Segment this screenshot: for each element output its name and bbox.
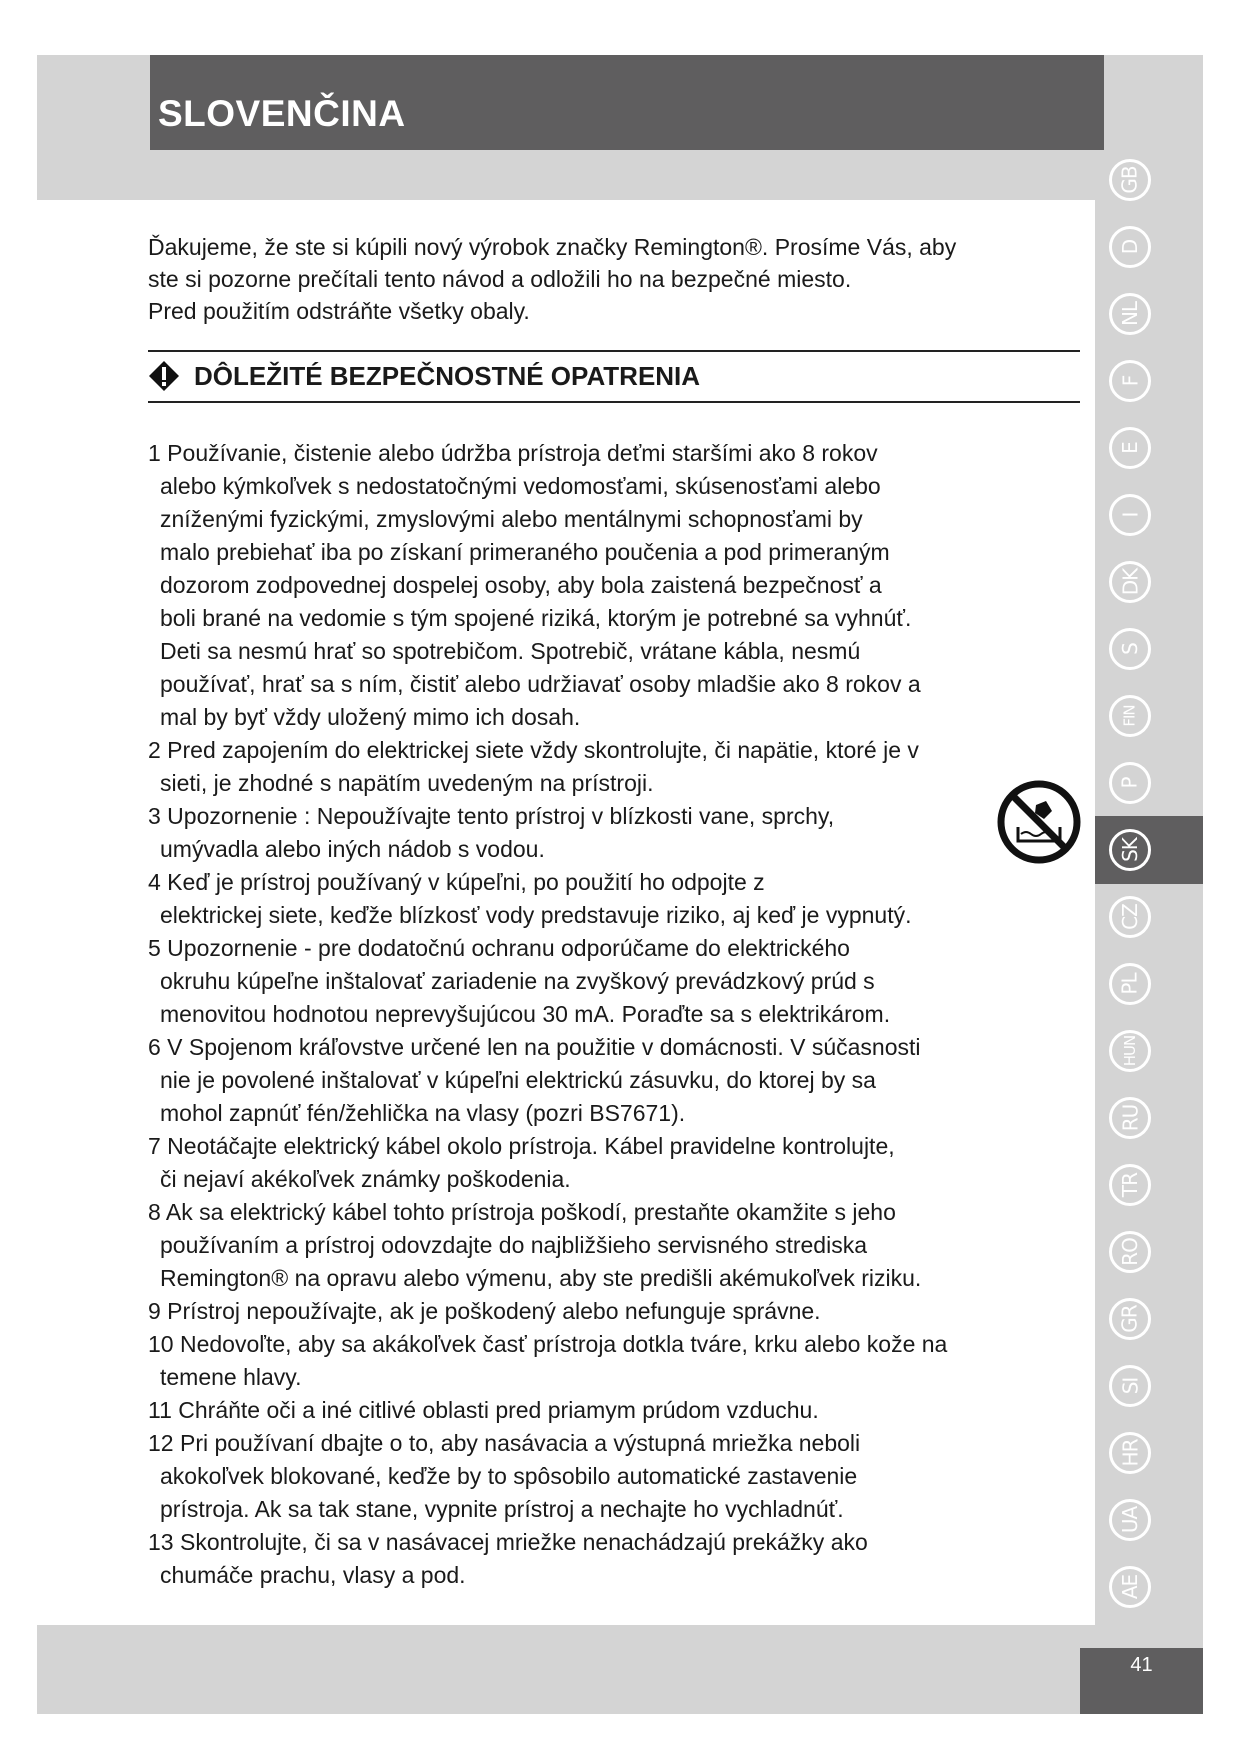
language-tab-label: GR [1118,1305,1142,1333]
language-tab-gb[interactable] [1109,159,1151,201]
list-item [148,1526,947,1592]
list-item-line: mohol zapnúť fén/žehlička na vlasy (pozri BS7671). [160,1100,686,1126]
list-item-line: 13 Skontrolujte, či sa v nasávacej mriežke nenachádzajú prekážky ako [148,1529,868,1555]
language-tab-label: NL [1117,301,1142,327]
language-tab-label: RU [1117,1104,1142,1132]
language-tab-label: GB [1118,166,1142,194]
language-sidebar [1095,150,1203,1625]
list-item-line: dozorom zodpovednej dospelej osoby, aby bola zaistená bezpečnosť a [160,572,882,598]
list-item [148,1427,947,1526]
language-tab-d[interactable] [1109,226,1151,268]
language-tab-dk[interactable] [1109,561,1151,603]
list-item-line: boli brané na vedomie s tým spojené riziká, ktorým je potrebné sa vyhnúť. [160,605,912,631]
list-item [148,1295,947,1328]
no-water-icon [996,779,1082,865]
list-item-line: 1 Používanie, čistenie alebo údržba prístroja deťmi staršími ako 8 rokov [148,440,878,466]
language-tab-label: PL [1117,973,1142,995]
language-tab-f[interactable] [1109,360,1151,402]
list-item-line: 4 Keď je prístroj používaný v kúpeľni, po použití ho odpojte z [148,869,765,895]
language-tab-label: TR [1118,1172,1142,1198]
section-heading [148,360,700,392]
list-item-line: či nejaví akékoľvek známky poškodenia. [160,1166,571,1192]
list-item-line: temene hlavy. [160,1364,302,1390]
list-item-line: 12 Pri používaní dbajte o to, aby nasávacia a výstupná mriežka neboli [148,1430,861,1456]
language-tab-label: AE [1117,1574,1142,1600]
language-tab-sk[interactable] [1109,829,1151,871]
list-item-line: 8 Ak sa elektrický kábel tohto prístroja poškodí, prestaňte okamžite s jeho [148,1199,896,1225]
list-item [148,1328,947,1394]
list-item [148,1031,947,1130]
language-tab-label: HUN [1120,1035,1139,1067]
list-item-line: 7 Neotáčajte elektrický kábel okolo prístroja. Kábel pravidelne kontrolujte, [148,1133,895,1159]
language-tab-ro[interactable] [1109,1231,1151,1273]
list-item-line: 2 Pred zapojením do elektrickej siete vždy skontrolujte, či napätie, ktoré je v [148,737,919,763]
divider [148,350,1080,352]
list-item [148,437,947,734]
list-item-line: chumáče prachu, vlasy a pod. [160,1562,466,1588]
list-item-line: používať, hrať sa s ním, čistiť alebo udržiavať osoby mladšie ako 8 rokov a [160,671,921,697]
language-tab-tr[interactable] [1109,1164,1151,1206]
language-tab-nl[interactable] [1109,293,1151,335]
intro-line: Ďakujeme, že ste si kúpili nový výrobok značky Remington®. Prosíme Vás, aby [148,234,957,260]
language-tab-label: DK [1117,568,1142,596]
intro-line: Pred použitím odstráňte všetky obaly. [148,298,530,324]
list-item-line: 11 Chráňte oči a iné citlivé oblasti pred priamym prúdom vzduchu. [148,1397,819,1423]
list-item-line: sieti, je zhodné s napätím uvedeným na prístroji. [160,770,654,796]
language-tab-s[interactable] [1109,628,1151,670]
list-item-line: 10 Nedovoľte, aby sa akákoľvek časť prístroja dotkla tváre, krku alebo kože na [148,1331,948,1357]
language-tab-label: UA [1117,1506,1142,1534]
list-item-line: menovitou hodnotou neprevyšujúcou 30 mA. Poraďte sa s elektrikárom. [160,1001,891,1027]
list-item [148,1394,947,1427]
list-item-line: 9 Prístroj nepoužívajte, ak je poškodený alebo nefunguje správne. [148,1298,821,1324]
list-item [148,866,947,932]
section-title: DÔLEŽITÉ BEZPEČNOSTNÉ OPATRENIA [194,360,701,391]
language-tab-gr[interactable] [1109,1298,1151,1340]
list-item [148,734,947,800]
language-tab-label: SI [1118,1377,1142,1395]
language-tab-label: CZ [1117,904,1142,930]
list-item [148,932,947,1031]
footer-band [453,1625,1095,1714]
page-number-text: 41 [1130,1654,1153,1676]
language-tab-p[interactable] [1109,762,1151,804]
list-item-line: alebo kýmkoľvek s nedostatočnými vedomosťami, skúsenosťami alebo [160,473,881,499]
language-tab-pl[interactable] [1109,963,1151,1005]
language-tab-hr[interactable] [1109,1432,1151,1474]
language-tab-label: D [1118,239,1142,255]
list-item-line: akokoľvek blokované, keďže by to spôsobilo automatické zastavenie [160,1463,858,1489]
intro-line: ste si pozorne prečítali tento návod a odložili ho na bezpečné miesto. [148,266,852,292]
language-tab-si[interactable] [1109,1365,1151,1407]
language-tab-ru[interactable] [1109,1097,1151,1139]
language-tab-ua[interactable] [1109,1499,1151,1541]
list-item [148,1130,947,1196]
list-item-line: mal by byť vždy uložený mimo ich dosah. [160,704,581,730]
page-number [1080,1648,1203,1714]
divider [148,401,1080,403]
list-item-line: elektrickej siete, keďže blízkosť vody predstavuje riziko, aj keď je vypnutý. [160,902,912,928]
language-tab-label: SK [1118,838,1142,862]
language-tab-label: I [1118,512,1142,518]
list-item-line: 5 Upozornenie - pre dodatočnú ochranu odporúčame do elektrického [148,935,850,961]
list-item-line: Deti sa nesmú hrať so spotrebičom. Spotrebič, vrátane kábla, nesmú [160,638,861,664]
list-item-line: umývadla alebo iných nádob s vodou. [160,836,545,862]
language-tab-label: RO [1117,1238,1142,1266]
language-tab-fin[interactable] [1109,695,1151,737]
warning-icon [148,360,180,392]
language-tab-label: F [1117,375,1142,387]
page-header [150,55,1104,150]
list-item [148,1196,947,1295]
language-tab-label: FIN [1121,705,1139,727]
list-item-line: nie je povolené inštalovať v kúpeľni elektrickú zásuvku, do ktorej by sa [160,1067,876,1093]
list-item-line: prístroja. Ak sa tak stane, vypnite prístroj a nechajte ho vychladnúť. [160,1496,844,1522]
language-tab-cz[interactable] [1109,896,1151,938]
language-tab-hun[interactable] [1109,1030,1151,1072]
language-tab-i[interactable] [1109,494,1151,536]
safety-list [148,437,947,1592]
language-tab-label: P [1118,777,1142,789]
language-tab-label: E [1117,442,1142,454]
list-item-line: 6 V Spojenom kráľovstve určené len na použitie v domácnosti. V súčasnosti [148,1034,921,1060]
language-tab-ae[interactable] [1109,1566,1151,1608]
language-tab-e[interactable] [1109,427,1151,469]
list-item-line: okruhu kúpeľne inštalovať zariadenie na zvyškový prevádzkový prúd s [160,968,875,994]
list-item-line: Remington® na opravu alebo výmenu, aby ste predišli akémukoľvek riziku. [160,1265,922,1291]
language-tab-label: HR [1118,1439,1142,1467]
list-item-line: malo prebiehať iba po získaní primeraného poučenia a pod primeraným [160,539,890,565]
list-item-line: používaním a prístroj odovzdajte do najbližšieho servisného strediska [160,1232,867,1258]
page-title: SLOVENČINA [158,93,406,134]
language-tab-label: S [1117,643,1142,655]
list-item-line: 3 Upozornenie : Nepoužívajte tento prístroj v blízkosti vane, sprchy, [148,803,835,829]
list-item-line: zníženými fyzickými, zmyslovými alebo mentálnymi schopnosťami by [160,506,863,532]
list-item [148,800,947,866]
